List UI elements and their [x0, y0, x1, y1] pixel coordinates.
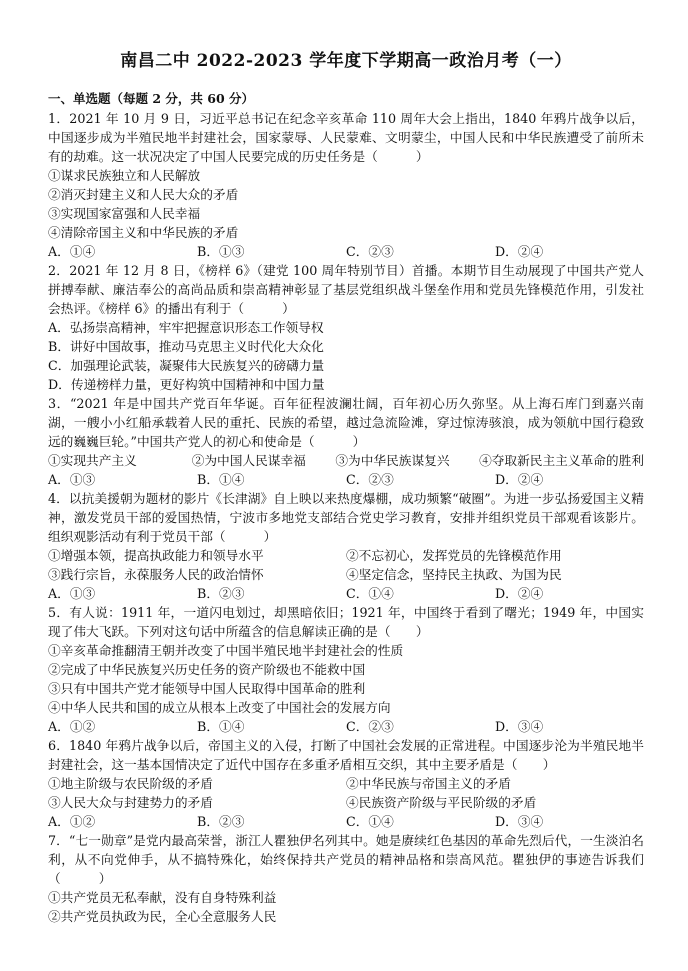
choice-d: D．③④ [495, 814, 544, 829]
statement-row [48, 565, 644, 584]
choice-b: B．①④ [197, 472, 245, 487]
statement-item: ①增强本领，提高执政能力和领导水平 [48, 548, 264, 563]
choice-d: D．②④ [495, 586, 544, 601]
question-5 [48, 603, 644, 736]
statement-item: ②中华民族与帝国主义的矛盾 [346, 776, 511, 791]
choice-b: B．②③ [197, 586, 245, 601]
page-title: 南昌二中 2022-2023 学年度下学期高一政治月考（一） [120, 51, 572, 71]
question-7 [48, 831, 644, 926]
choice-d: D．传递榜样力量，更好构筑中国精神和中国力量 [48, 377, 325, 392]
choice-b: B．②③ [197, 814, 245, 829]
question-3 [48, 394, 644, 489]
choice-a: A．①③ [48, 586, 96, 601]
statement-row [48, 546, 644, 565]
statement-row [48, 774, 644, 793]
choice-c: C．②③ [346, 719, 394, 734]
choice-d: D．③④ [495, 719, 544, 734]
question-stem: 6．1840 年鸦片战争以后，帝国主义的入侵，打断了中国社会发展的正常进程。中国逐步沦为半殖民地半封建社会，这一基本国情决定了近代中国存在多重矛盾相互交织，其中主要矛盾是（ ） [48, 738, 644, 772]
choice-b: B．讲好中国故事，推动马克思主义时代化大众化 [48, 339, 324, 354]
choice-d: D．②④ [495, 472, 544, 487]
statement-item: ④民族资产阶级与平民阶级的矛盾 [346, 795, 537, 810]
statement-item: ③为中华民族谋复兴 [335, 453, 450, 468]
answer-choices [48, 812, 644, 831]
statement-row [48, 793, 644, 812]
choice-c: C．①④ [346, 814, 394, 829]
choice-c: C．②③ [346, 244, 394, 259]
statement-item: ①辛亥革命推翻清王朝并改变了中国半殖民地半封建社会的性质 [48, 643, 404, 658]
choice-a: A．①③ [48, 472, 96, 487]
statement-row [48, 451, 644, 470]
statement-item: ②不忘初心，发挥党员的先锋模范作用 [346, 548, 562, 563]
choice-a: A．①② [48, 719, 96, 734]
answer-choices [48, 470, 644, 489]
statement-item: ④坚定信念，坚持民主执政、为国为民 [346, 567, 562, 582]
statement-item: ②消灭封建主义和人民大众的矛盾 [48, 187, 239, 202]
answer-choices [48, 584, 644, 603]
choice-b: B．①④ [197, 719, 245, 734]
choice-a: A．①② [48, 814, 96, 829]
statement-item: ①共产党员无私奉献，没有自身特殊利益 [48, 890, 277, 905]
statement-item: ③践行宗旨，永葆服务人民的政治情怀 [48, 567, 264, 582]
question-2 [48, 261, 644, 394]
statement-item: ②为中国人民谋幸福 [191, 453, 306, 468]
section-heading: 一、单选题（每题 2 分，共 60 分） [48, 91, 255, 106]
question-stem: 4．以抗美援朝为题材的影片《长津湖》自上映以来热度爆棚，成功频繁“破圈”。为进一步弘扬爱国主义精神，激发党员干部的爱国热情，宁波市多地党支部结合党史学习教育，安排并组织党员干部观看该影片。组织观影活动有利于党员干部（ ） [48, 491, 644, 544]
statement-item: ④中华人民共和国的成立从根本上改变了中国社会的发展方向 [48, 700, 391, 715]
statement-item: ③实现国家富强和人民幸福 [48, 206, 201, 221]
choice-c: C．②③ [346, 472, 394, 487]
choice-a: A．①④ [48, 244, 96, 259]
choice-d: D．②④ [495, 244, 544, 259]
statement-item: ④清除帝国主义和中华民族的矛盾 [48, 225, 239, 240]
question-stem: 1．2021 年 10 月 9 日，习近平总书记在纪念辛亥革命 110 周年大会上指出，1840 年鸦片战争以后，中国逐步成为半殖民地半封建社会，国家蒙辱、人民蒙难、文明蒙尘，中国人民和中华民族遭受了前所未有的劫难。这一状况决定了中国人民要完成的历史任务是（ ） [48, 111, 644, 164]
question-6 [48, 736, 644, 831]
question-4 [48, 489, 644, 603]
statement-item: ②完成了中华民族复兴历史任务的资产阶级也不能救中国 [48, 662, 366, 677]
choice-c: C．①④ [346, 586, 394, 601]
answer-choices [48, 717, 644, 736]
choice-c: C．加强理论武装，凝聚伟大民族复兴的磅礴力量 [48, 358, 325, 373]
statement-item: ③人民大众与封建势力的矛盾 [48, 795, 213, 810]
statement-item: ①实现共产主义 [48, 453, 137, 468]
statement-item: ④夺取新民主主义革命的胜利 [479, 453, 644, 468]
answer-choices [48, 242, 644, 261]
statement-item: ②共产党员执政为民，全心全意服务人民 [48, 909, 277, 924]
choice-a: A．弘扬崇高精神，牢牢把握意识形态工作领导权 [48, 320, 324, 335]
statement-item: ③只有中国共产党才能领导中国人民取得中国革命的胜利 [48, 681, 366, 696]
question-stem: 7．“七一勋章”是党内最高荣誉，浙江人瞿独伊名列其中。她是赓续红色基因的革命先烈后代，一生淡泊名利，从不向党伸手，从不搞特殊化，始终保持共产党员的精神品格和崇高风范。瞿独伊的事迹告诉我们（ ） [48, 833, 644, 886]
question-stem: 3．“2021 年是中国共产党百年华诞。百年征程波澜壮阔，百年初心历久弥坚。从上海石库门到嘉兴南湖，一艘小小红船承载着人民的重托、民族的希望，越过急流险滩，穿过惊涛骇浪，成为领航中国行稳致远的巍巍巨轮。”中国共产党人的初心和使命是（ ） [48, 396, 644, 449]
statement-item: ①谋求民族独立和人民解放 [48, 168, 201, 183]
question-stem: 5．有人说：1911 年，一道闪电划过，却黑暗依旧；1921 年，中国终于看到了曙光；1949 年，中国实现了伟大飞跃。下列对这句话中所蕴含的信息解读正确的是（ ） [48, 605, 644, 639]
statement-item: ①地主阶级与农民阶级的矛盾 [48, 776, 213, 791]
question-stem: 2．2021 年 12 月 8 日，《榜样 6》（建党 100 周年特别节目）首播。本期节目生动展现了中国共产党人拼搏奉献、廉洁奉公的高尚品质和崇高精神彰显了基层党组织战斗堡垒作用和党员先锋模范作用，引发社会热评。《榜样 6》的播出有利于（ ） [48, 263, 644, 316]
choice-b: B．①③ [197, 244, 245, 259]
question-1 [48, 109, 644, 261]
